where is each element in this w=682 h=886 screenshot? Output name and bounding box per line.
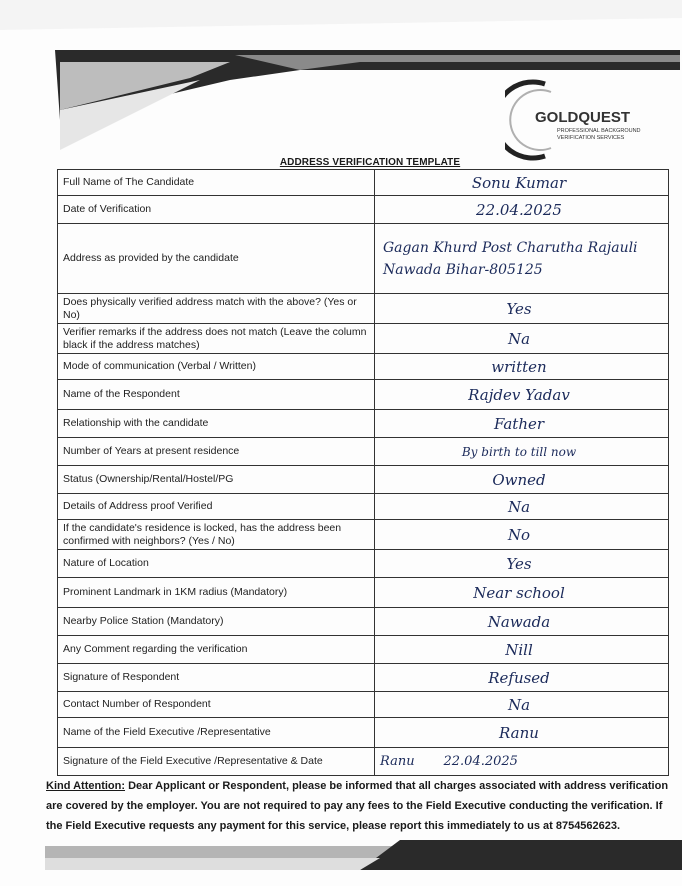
field-value: Gagan Khurd Post Charutha Rajauli Nawada Bihar-805125 bbox=[375, 224, 669, 294]
field-label: Contact Number of Respondent bbox=[58, 692, 375, 718]
attention-text: Dear Applicant or Respondent, please be informed that all charges associated with address verification are covered by the employer. You are not required to pay any fees to the Field Executive conducting the verification. If the Field Executive requests any payment for this service, please report this immediately to us at 8754562623. bbox=[46, 780, 669, 832]
table-row bbox=[58, 380, 669, 410]
field-value: Rajdev Yadav bbox=[375, 380, 669, 410]
table-row bbox=[58, 410, 669, 438]
table-row bbox=[58, 664, 669, 692]
table-row bbox=[58, 636, 669, 664]
field-value: Yes bbox=[375, 294, 669, 324]
field-label: Nearby Police Station (Mandatory) bbox=[58, 608, 375, 636]
field-label: Signature of the Field Executive /Representative & Date bbox=[58, 748, 375, 776]
table-row bbox=[58, 608, 669, 636]
table-row bbox=[58, 294, 669, 324]
field-label: Address as provided by the candidate bbox=[58, 224, 375, 294]
table-row bbox=[58, 224, 669, 294]
field-label: Number of Years at present residence bbox=[58, 438, 375, 466]
table-row bbox=[58, 520, 669, 550]
field-value: 22.04.2025 bbox=[375, 196, 669, 224]
table-row bbox=[58, 438, 669, 466]
table-row bbox=[58, 324, 669, 354]
footer-banner bbox=[0, 836, 682, 886]
field-value: Na bbox=[375, 324, 669, 354]
field-label: Any Comment regarding the verification bbox=[58, 636, 375, 664]
table-row bbox=[58, 748, 669, 776]
field-label: Full Name of The Candidate bbox=[58, 170, 375, 196]
field-label: Status (Ownership/Rental/Hostel/PG bbox=[58, 466, 375, 494]
table-row bbox=[58, 196, 669, 224]
field-value: Father bbox=[375, 410, 669, 438]
field-label: Mode of communication (Verbal / Written) bbox=[58, 354, 375, 380]
field-label: If the candidate's residence is locked, has the address been confirmed with neighbors? (Yes / No) bbox=[58, 520, 375, 550]
field-label: Does physically verified address match with the above? (Yes or No) bbox=[58, 294, 375, 324]
table-row bbox=[58, 550, 669, 578]
logo-brand-text: GOLDQUEST bbox=[535, 109, 631, 126]
field-value: Nill bbox=[375, 636, 669, 664]
field-value: By birth to till now bbox=[375, 438, 669, 466]
field-value: Near school bbox=[375, 578, 669, 608]
field-value: Na bbox=[375, 494, 669, 520]
kind-attention-note bbox=[46, 776, 674, 836]
logo-tagline-2: VERIFICATION SERVICES bbox=[557, 135, 625, 141]
field-label: Details of Address proof Verified bbox=[58, 494, 375, 520]
verification-table bbox=[57, 169, 669, 776]
field-value: written bbox=[375, 354, 669, 380]
table-row bbox=[58, 494, 669, 520]
field-label: Name of the Respondent bbox=[58, 380, 375, 410]
field-label: Date of Verification bbox=[58, 196, 375, 224]
logo-tagline-1: PROFESSIONAL BACKGROUND bbox=[557, 128, 641, 134]
field-value: Refused bbox=[375, 664, 669, 692]
table-row bbox=[58, 354, 669, 380]
field-value: Na bbox=[375, 692, 669, 718]
table-row bbox=[58, 718, 669, 748]
table-row bbox=[58, 170, 669, 196]
field-label: Verifier remarks if the address does not match (Leave the column black if the address matches) bbox=[58, 324, 375, 354]
field-value: Ranu bbox=[375, 718, 669, 748]
field-value: Yes bbox=[375, 550, 669, 578]
field-value: Owned bbox=[375, 466, 669, 494]
table-row bbox=[58, 692, 669, 718]
table-row bbox=[58, 466, 669, 494]
field-value: Sonu Kumar bbox=[375, 170, 669, 196]
field-label: Relationship with the candidate bbox=[58, 410, 375, 438]
table-row bbox=[58, 578, 669, 608]
field-value: Nawada bbox=[375, 608, 669, 636]
field-label: Prominent Landmark in 1KM radius (Mandatory) bbox=[58, 578, 375, 608]
page-title: ADDRESS VERIFICATION TEMPLATE bbox=[279, 157, 461, 168]
field-value: Ranu 22.04.2025 bbox=[375, 748, 669, 776]
field-label: Nature of Location bbox=[58, 550, 375, 578]
field-label: Name of the Field Executive /Representative bbox=[58, 718, 375, 748]
field-value: No bbox=[375, 520, 669, 550]
goldquest-logo bbox=[505, 78, 665, 162]
attention-heading: Kind Attention: bbox=[46, 780, 126, 792]
field-label: Signature of Respondent bbox=[58, 664, 375, 692]
